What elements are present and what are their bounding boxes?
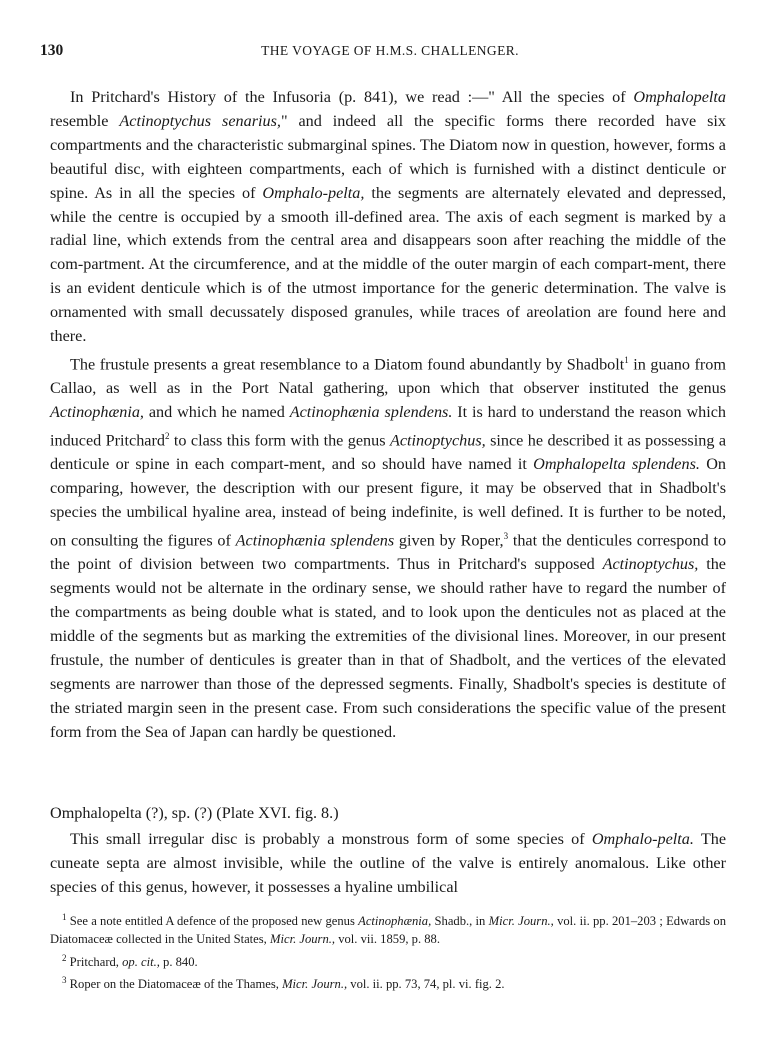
italic-term: Actinoptychus, xyxy=(602,555,699,574)
text-span: On comparing, however, the description with our present figure, it may be observed that in Shadbolt's species the umbilical hyaline area, instead of being indefinite, is well defined. It is further to be noted, on consulting the figures of xyxy=(50,455,726,550)
text-span: the segments are alternately elevated and depressed, while the centre is occupied by a smooth ill-defined area. The axis of each segment is marked by a radial line, which extends from the central area and disappears soon after reaching the middle of the com-partment. At the circumference, and at the middle of the outer margin of each compart-ment, there is an evident denticule which is of the utmost importance for the generic determination. The valve is ornamented with small decussately disposed granules, while traces of areolation are found here and there. xyxy=(50,183,726,346)
page-header xyxy=(40,42,740,62)
italic-term: Omphalopelta xyxy=(633,88,726,106)
italic-term: Actinophænia splendens. xyxy=(289,403,453,422)
text-span: vol. vii. 1859, p. 88. xyxy=(335,932,440,947)
section-heading: Omphalopelta (?), sp. (?) (Plate XVI. fig. 8.) xyxy=(50,804,339,822)
page-number: 130 xyxy=(40,42,64,59)
text-span: In Pritchard's History of the Infusoria (p. 841), we read :—" All the species of xyxy=(70,88,634,106)
text-span: " and indeed all the specific forms there recorded have six compartments and the characteristic submarginal spines. The Diatom now in question, however, forms a beautiful disc, with eighteen compartments, each of which is furnished with a distinct denticule or spine. As in all the species of xyxy=(50,111,726,202)
text-span: The frustule presents a great resemblance to a Diatom found abundantly by Shadbolt xyxy=(70,355,625,374)
italic-term: Actinoptychus, xyxy=(389,431,486,450)
text-span: vol. ii. pp. 201–203 ; Edwards on Diatomaceæ collected in the United States, xyxy=(50,914,727,947)
main-text-continued xyxy=(50,828,726,900)
text-span: and which he named xyxy=(143,403,290,422)
footnote-ref: 2 xyxy=(164,431,170,442)
italic-term: Omphalopelta splendens. xyxy=(533,455,700,474)
text-span: that the denticules correspond to the point of division between two compartments. Thus in Pritchard's supposed xyxy=(50,531,727,574)
italic-term: Omphalo-pelta. xyxy=(591,830,694,848)
text-span: Roper on the Diatomaceæ of the Thames, xyxy=(66,977,283,992)
footnote-ref: 3 xyxy=(503,531,509,542)
italic-term: Actinophænia splendens xyxy=(235,531,395,550)
text-span: in guano from Callao, as well as in the Port Natal gathering, upon which that observer instituted the genus xyxy=(50,355,726,398)
paragraph-1 xyxy=(50,86,726,349)
text-span: Shadb., in xyxy=(431,914,489,929)
italic-term: Micr. Journ., xyxy=(488,914,554,929)
footnote-mark: 1 xyxy=(62,912,67,922)
footnotes xyxy=(50,908,726,993)
text-span: to class this form with the genus xyxy=(169,431,390,450)
footnote-2 xyxy=(50,949,726,971)
text-span: p. 840. xyxy=(159,954,198,969)
text-span: resemble xyxy=(50,111,120,130)
italic-term: Micr. Journ., xyxy=(269,932,336,947)
footnote-mark: 2 xyxy=(62,952,67,963)
footnote-ref: 1 xyxy=(624,354,629,365)
footnote-3 xyxy=(50,971,726,993)
text-span: See a note entitled A defence of the proposed new genus xyxy=(66,914,359,929)
text-span: Pritchard, xyxy=(66,954,123,969)
main-text xyxy=(50,86,726,745)
text-span: given by Roper, xyxy=(394,531,504,550)
paragraph-2 xyxy=(50,349,726,745)
italic-term: Actinophænia, xyxy=(358,914,432,929)
paragraph-3 xyxy=(50,828,726,900)
text-span: It is hard to understand the reason which induced Pritchard xyxy=(50,403,727,450)
italic-term: Actinophænia, xyxy=(50,403,144,422)
text-span: since he described it as possessing a denticule or spine in each compart-ment, and so should have named it xyxy=(50,431,727,474)
footnote-1 xyxy=(50,908,726,949)
italic-term: Omphalo-pelta, xyxy=(262,183,365,202)
footnote-mark: 3 xyxy=(62,974,67,985)
text-span: vol. ii. pp. 73, 74, pl. vi. fig. 2. xyxy=(347,977,505,992)
text-span: This small irregular disc is probably a monstrous form of some species of xyxy=(70,830,592,848)
text-span: the segments would not be alternate in the ordinary sense, we should rather have to regard the number of the compartments as being double what is stated, and to look upon the denticules not as placed at the middle of the segments but as marking the extremities of the divisional lines. Moreover, in our present frustule, the number of denticules is greater than in that of Shadbolt, and the vertices of the elevated segments are narrower than those of the depressed segments. Finally, Shadbolt's species is destitute of the striated margin seen in the present case. From such considerations the specific value of the present form from the Sea of Japan can hardly be questioned. xyxy=(50,555,726,741)
text-span: The cuneate septa are almost invisible, while the outline of the valve is entirely anomalous. Like other species of this genus, however, it possesses a hyaline umbilical xyxy=(50,830,726,896)
italic-term: Actinoptychus senarius, xyxy=(119,111,281,130)
italic-term: Micr. Journ., xyxy=(282,977,348,992)
running-title: THE VOYAGE OF H.M.S. CHALLENGER. xyxy=(261,43,519,58)
italic-term: op. cit., xyxy=(122,954,160,969)
